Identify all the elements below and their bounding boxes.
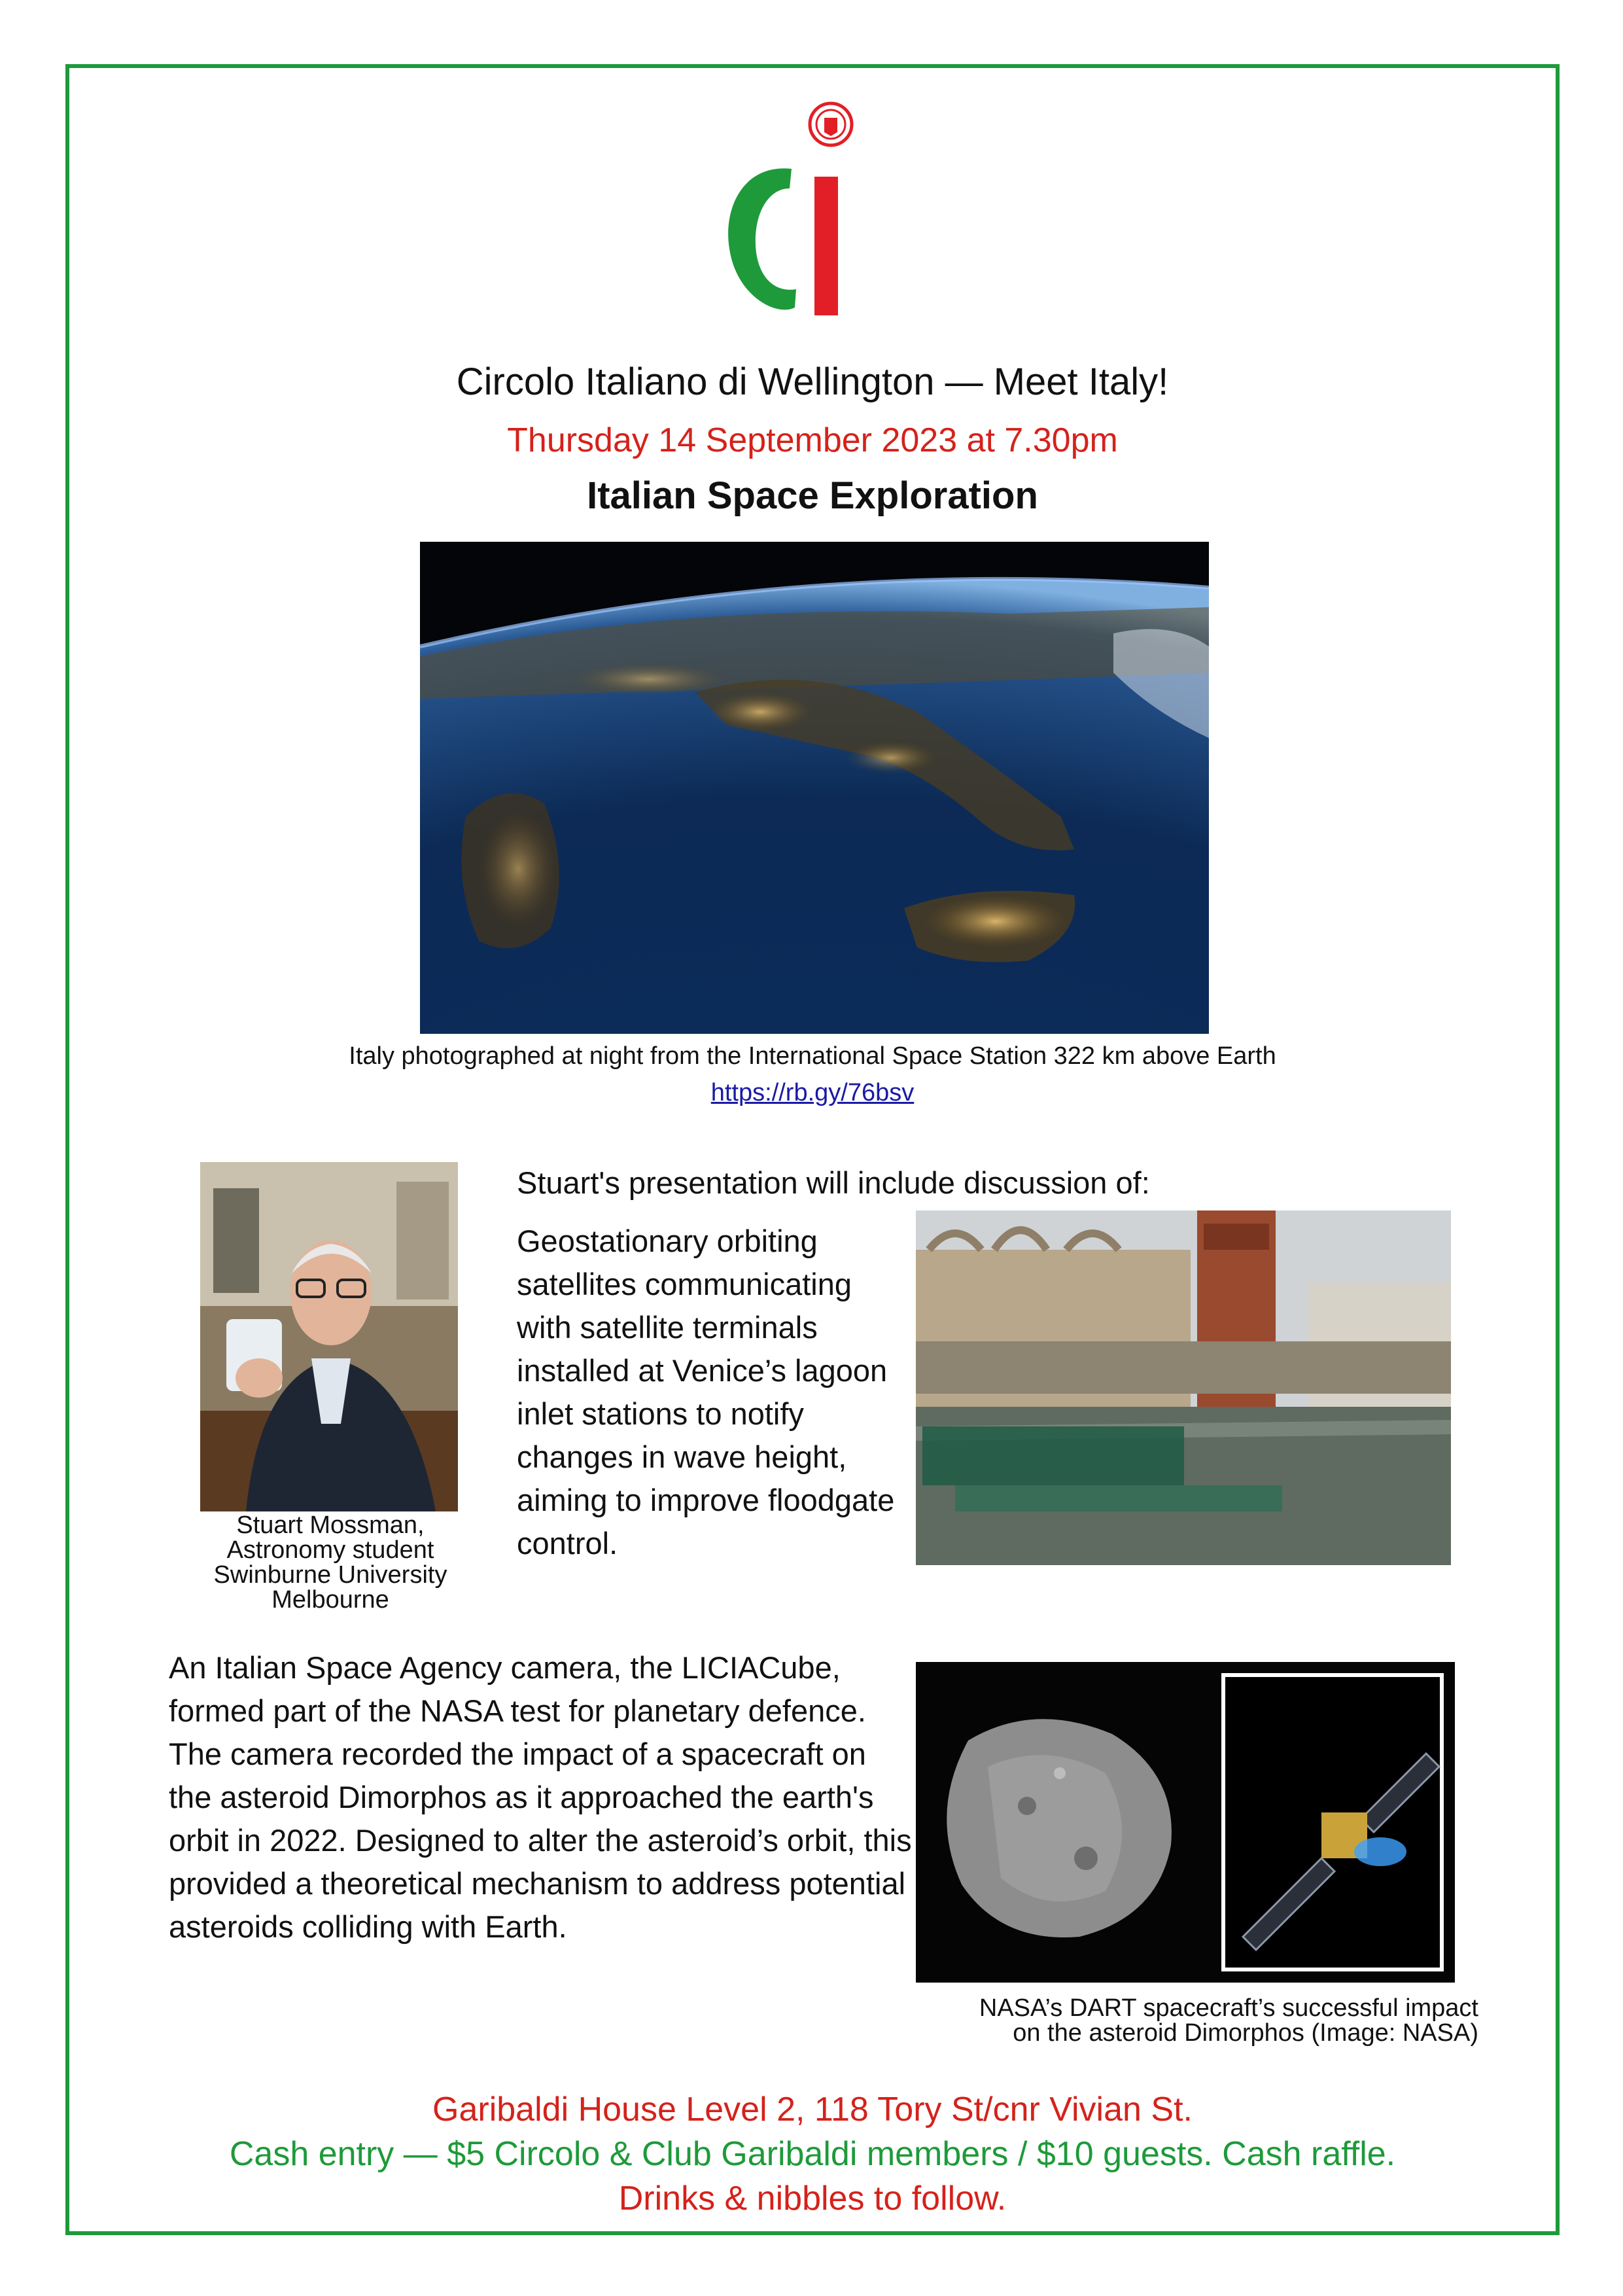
entry-text: Cash entry — $5 Circolo & Club Garibaldi members / $10 guests. Cash raffle.	[229, 2135, 1396, 2173]
hero-link[interactable]: https://rb.gy/76bsv	[710, 1079, 915, 1106]
dart-caption-line: NASA’s DART spacecraft’s successful impact	[979, 1994, 1478, 2022]
speaker-caption-line: Astronomy student	[226, 1536, 434, 1564]
dart-paragraph: An Italian Space Agency camera, the LICIACube, formed part of the NASA test for planetary defence. The camera recorded the impact of a spacecraft on the asteroid Dimorphos as it approached the earth's orbit in 2022. Designed to alter the asteroid’s orbit, this provided a theoretical mechanism to address potential asteroids colliding with Earth.	[169, 1650, 912, 1944]
event-date: Thursday 14 September 2023 at 7.30pm	[507, 421, 1118, 459]
logo-graphic	[716, 98, 880, 321]
hero-caption: Italy photographed at night from the International Space Station 322 km above Earth	[349, 1042, 1276, 1070]
circolo-logo	[716, 98, 880, 321]
page-title: Circolo Italiano di Wellington — Meet Italy!	[456, 361, 1169, 403]
speaker-photo	[200, 1162, 458, 1511]
dart-caption-line: on the asteroid Dimorphos (Image: NASA)	[1013, 2019, 1478, 2047]
venue-text: Garibaldi House Level 2, 118 Tory St/cnr Vivian St.	[432, 2091, 1193, 2128]
speaker-caption-line: Stuart Mossman,	[236, 1511, 425, 1539]
speaker-caption-line: Swinburne University	[213, 1561, 447, 1589]
speaker-caption-line: Melbourne	[271, 1586, 389, 1614]
dart-caption	[909, 1996, 1478, 2045]
drinks-text: Drinks & nibbles to follow.	[618, 2180, 1007, 2217]
speaker-caption	[177, 1513, 484, 1612]
venice-flood-photo	[916, 1210, 1451, 1565]
italy-night-photo	[420, 542, 1209, 1034]
dart-asteroid-image	[916, 1662, 1455, 1983]
event-subtitle: Italian Space Exploration	[587, 474, 1038, 517]
presentation-intro: Stuart's presentation will include discussion of:	[517, 1165, 1150, 1200]
venice-paragraph: Geostationary orbiting satellites communicating with satellite terminals installed at Venice’s lagoon inlet stations to notify changes in wave height, aiming to improve floodgate control.	[517, 1224, 895, 1561]
